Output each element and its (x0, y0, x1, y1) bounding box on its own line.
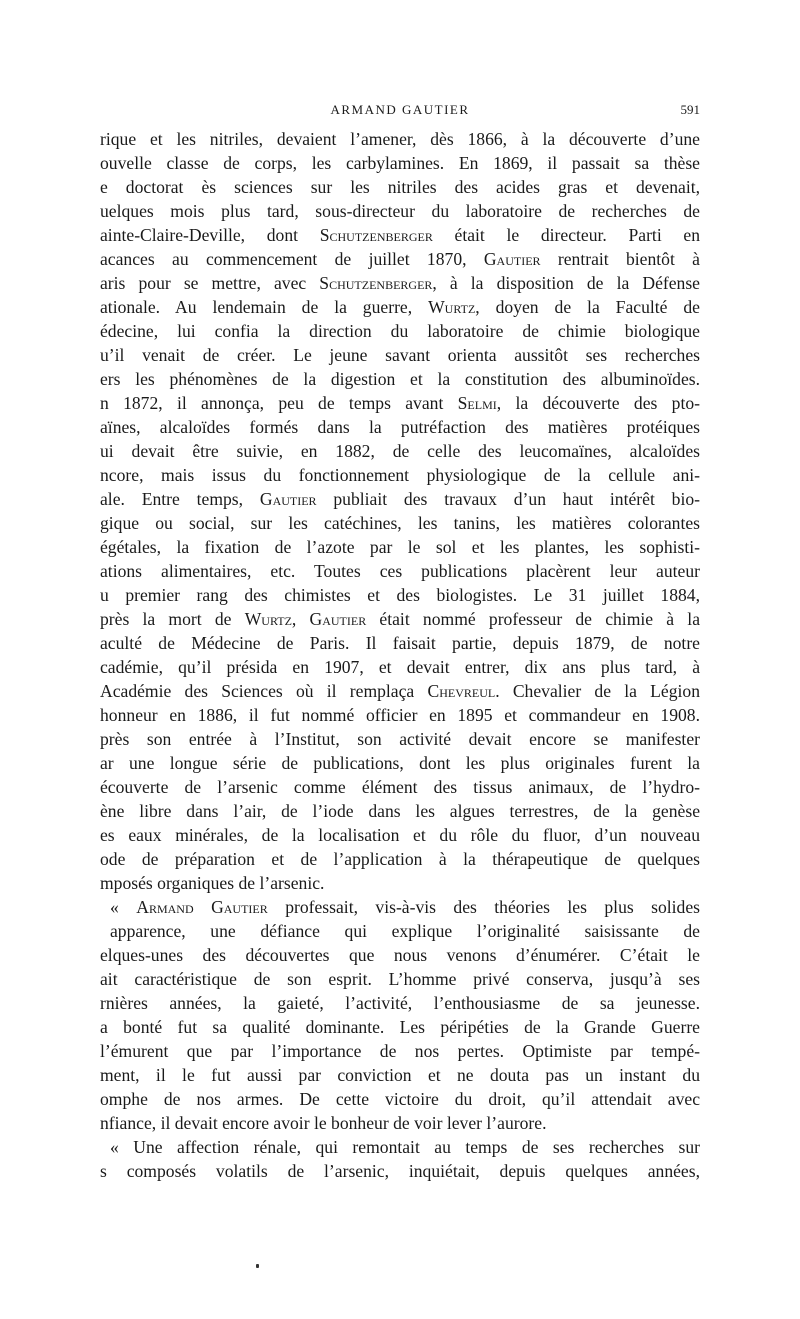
small-caps-name: Wurtz (244, 609, 292, 629)
text-line: ène libre dans l’air, de l’iode dans les algues terrestres, de la genèse (100, 801, 700, 821)
small-caps-name: Schutzenberger (319, 273, 433, 293)
small-caps-name: Gautier (309, 609, 367, 629)
text-line: s composés volatils de l’arsenic, inquiétait, depuis quelques années, (100, 1161, 700, 1181)
running-title: ARMAND GAUTIER (330, 102, 470, 117)
text-line: ainte-Claire-Deville, dont Schutzenberger était le directeur. Parti en (100, 225, 700, 245)
text-line: Académie des Sciences où il remplaça Chevreul. Chevalier de la Légion (100, 681, 700, 701)
text-line: écouverte de l’arsenic comme élément des tissus animaux, de l’hydro- (100, 777, 700, 797)
text-line: aïnes, alcaloïdes formés dans la putréfaction des matières protéiques (100, 417, 700, 437)
text-line: a bonté fut sa qualité dominante. Les péripéties de la Grande Guerre (100, 1017, 700, 1037)
text-line: aculté de Médecine de Paris. Il faisait partie, depuis 1879, de notre (100, 633, 700, 653)
text-line: l’émurent que par l’importance de nos pertes. Optimiste par tempé- (100, 1041, 700, 1061)
text-line: près son entrée à l’Institut, son activité devait encore se manifester (100, 729, 700, 749)
text-line: ouvelle classe de corps, les carbylamines. En 1869, il passait sa thèse (100, 153, 700, 173)
text-line: n 1872, il annonça, peu de temps avant Selmi, la découverte des pto- (100, 393, 700, 413)
text-line: ar une longue série de publications, dont les plus originales furent la (100, 753, 700, 773)
text-line: honneur en 1886, il fut nommé officier en 1895 et commandeur en 1908. (100, 705, 700, 725)
text-line: ait caractéristique de son esprit. L’homme privé conserva, jusqu’à ses (100, 969, 700, 989)
text-line: omphe de nos armes. De cette victoire du droit, qu’il attendait avec (100, 1089, 700, 1109)
text-line: es eaux minérales, de la localisation et du rôle du fluor, d’un nouveau (100, 825, 700, 845)
text-line: cadémie, qu’il présida en 1907, et devait entrer, dix ans plus tard, à (100, 657, 700, 677)
small-caps-name: Gautier (483, 249, 541, 269)
text-line: ations alimentaires, etc. Toutes ces publications placèrent leur auteur (100, 561, 700, 581)
text-line: mposés organiques de l’arsenic. (100, 873, 325, 893)
text-line: apparence, une défiance qui explique l’originalité saisissante de (110, 921, 700, 941)
ink-speck (256, 1264, 259, 1268)
text-line: près la mort de Wurtz, Gautier était nommé professeur de chimie à la (100, 609, 700, 629)
page-number: 591 (680, 102, 700, 117)
text-line: ment, il le fut aussi par conviction et ne douta pas un instant du (100, 1065, 700, 1085)
text-line: ode de préparation et de l’application à la thérapeutique de quelques (100, 849, 700, 869)
small-caps-name: Chevreul (427, 681, 496, 701)
text-line: édecine, lui confia la direction du laboratoire de chimie biologique (100, 321, 700, 341)
text-line: ale. Entre temps, Gautier publiait des travaux d’un haut intérêt bio- (100, 489, 700, 509)
text-line: ationale. Au lendemain de la guerre, Wurtz, doyen de la Faculté de (100, 297, 700, 317)
text-line: e doctorat ès sciences sur les nitriles des acides gras et devenait, (100, 177, 700, 197)
small-caps-name: Gautier (211, 897, 268, 917)
text-line: ncore, mais issus du fonctionnement physiologique de la cellule ani- (100, 465, 700, 485)
small-caps-name: Wurtz (428, 297, 476, 317)
body-text (100, 127, 700, 1183)
text-line: rique et les nitriles, devaient l’amener, dès 1866, à la découverte d’une (100, 129, 700, 149)
small-caps-name: Selmi (457, 393, 497, 413)
text-line: égétales, la fixation de l’azote par le sol et les plantes, les sophisti- (100, 537, 700, 557)
text-line: acances au commencement de juillet 1870, Gautier rentrait bientôt à (100, 249, 700, 269)
text-line: « Armand Gautier professait, vis-à-vis des théories les plus solides (110, 897, 700, 917)
text-line: uelques mois plus tard, sous-directeur du laboratoire de recherches de (100, 201, 700, 221)
text-line: elques-unes des découvertes que nous venons d’énumérer. C’était le (100, 945, 700, 965)
text-line: nfiance, il devait encore avoir le bonheur de voir lever l’aurore. (100, 1113, 547, 1133)
small-caps-name: Schutzenberger (319, 225, 433, 245)
text-line: aris pour se mettre, avec Schutzenberger, à la disposition de la Défense (100, 273, 700, 293)
text-line: ers les phénomènes de la digestion et la constitution des albuminoïdes. (100, 369, 700, 389)
small-caps-name: Gautier (259, 489, 317, 509)
text-line: « Une affection rénale, qui remontait au temps de ses recherches sur (110, 1137, 700, 1157)
text-line: u premier rang des chimistes et des biologistes. Le 31 juillet 1884, (100, 585, 700, 605)
text-line: gique ou social, sur les catéchines, les tanins, les matières colorantes (100, 513, 700, 533)
small-caps-name: Armand (136, 897, 194, 917)
text-line: u’il venait de créer. Le jeune savant orienta aussitôt ses recherches (100, 345, 700, 365)
text-line: rnières années, la gaieté, l’activité, l’enthousiasme de sa jeunesse. (100, 993, 700, 1013)
running-head (0, 100, 800, 120)
text-line: ui devait être suivie, en 1882, de celle des leucomaïnes, alcaloïdes (100, 441, 700, 461)
